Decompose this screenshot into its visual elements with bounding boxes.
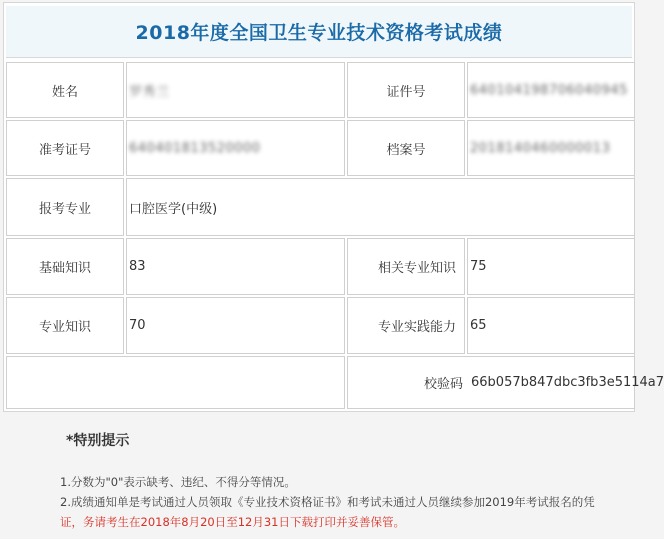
ticket-value: 640401813520000 xyxy=(126,120,345,176)
note-item-3: 证，务请考生在2018年8月20日至12月31日下载打印并妥善保管。 xyxy=(60,515,405,529)
name-value: 罗秀兰 xyxy=(126,62,345,118)
practice-ability-score: 65 xyxy=(467,297,635,354)
related-knowledge-label: 相关专业知识 xyxy=(347,238,465,295)
special-notes xyxy=(0,412,635,539)
id-number-value: 640104198706040945 xyxy=(467,62,635,118)
basic-knowledge-label: 基础知识 xyxy=(6,238,124,295)
specialty-value: 口腔医学(中级) xyxy=(126,178,635,236)
page-title: 2018年度全国卫生专业技术资格考试成绩 xyxy=(6,6,632,58)
name-label: 姓名 xyxy=(6,62,124,118)
checksum-value: 66b057b847dbc3fb3e5114a7 xyxy=(471,375,664,390)
notes-heading: *特别提示 xyxy=(66,433,130,449)
id-number-label: 证件号 xyxy=(347,62,465,118)
checksum-label: 校验码 xyxy=(424,377,464,392)
note-item-2: 2.成绩通知单是考试通过人员领取《专业技术资格证书》和考试未通过人员继续参加2019年考试报名的凭 xyxy=(60,495,595,509)
professional-knowledge-label: 专业知识 xyxy=(6,297,124,354)
ticket-label: 准考证号 xyxy=(6,120,124,176)
basic-knowledge-score: 83 xyxy=(126,238,345,295)
archive-value: 2018140460000013 xyxy=(467,120,635,176)
checksum-row xyxy=(347,356,664,409)
specialty-label: 报考专业 xyxy=(6,178,124,236)
archive-label: 档案号 xyxy=(347,120,465,176)
checksum-spacer xyxy=(6,356,345,409)
practice-ability-label: 专业实践能力 xyxy=(347,297,465,354)
note-item-1: 1.分数为"0"表示缺考、违纪、不得分等情况。 xyxy=(60,475,296,489)
related-knowledge-score: 75 xyxy=(467,238,635,295)
professional-knowledge-score: 70 xyxy=(126,297,345,354)
